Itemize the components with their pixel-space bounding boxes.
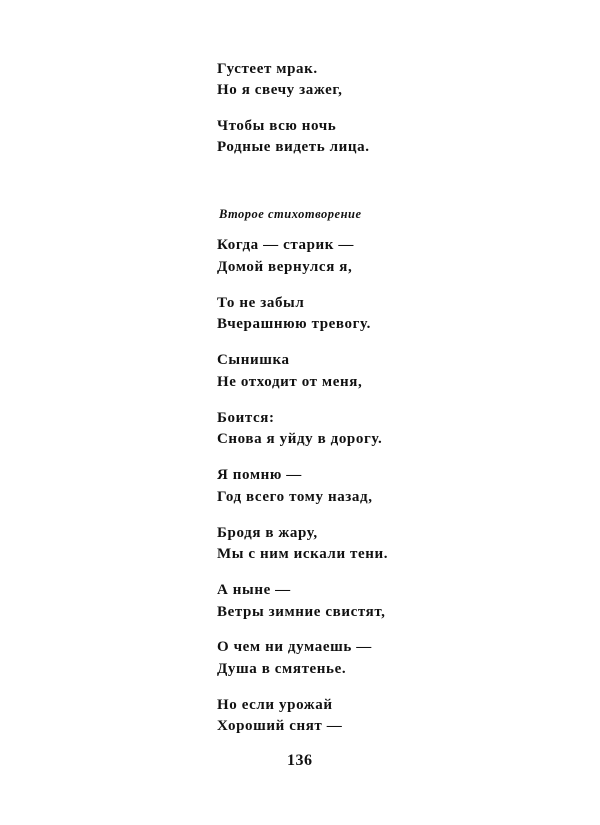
poem2-stanza6-line2: Мы с ним искали тени. [217,546,389,562]
poem2-heading: Второе стихотворение [219,207,362,221]
poem2-stanza2-line2: Вчерашнюю тревогу. [217,316,371,332]
page-number: 136 [287,752,313,769]
poem2-stanza5-line1: Я помню — [217,467,302,483]
poem1-stanza1-line2: Но я свечу зажег, [217,82,343,98]
poem2-stanza3-line1: Сынишка [217,352,290,368]
poem1-stanza2-line1: Чтобы всю ночь [217,118,337,134]
poem2-stanza8-line1: О чем ни думаешь — [217,639,372,655]
poem2-stanza5-line2: Год всего тому назад, [217,489,373,505]
poem2-stanza8-line2: Душа в смятенье. [217,661,347,677]
poem2-stanza1-line1: Когда — старик — [217,237,354,253]
poem2-stanza7-line1: А ныне — [217,582,291,598]
poem2-stanza6-line1: Бродя в жару, [217,525,318,541]
poem2-stanza4-line2: Снова я уйду в дорогу. [217,431,383,447]
poem2-stanza1-line2: Домой вернулся я, [217,259,353,275]
poem2-stanza3-line2: Не отходит от меня, [217,374,363,390]
poem2-stanza9-line2: Хороший снят — [217,718,343,734]
poem2-stanza7-line2: Ветры зимние свистят, [217,604,386,620]
poem2-stanza4-line1: Боится: [217,410,275,426]
poem2-stanza9-line1: Но если урожай [217,697,333,713]
poem2-stanza2-line1: То не забыл [217,295,305,311]
poem1-stanza1-line1: Густеет мрак. [217,61,318,77]
poem1-stanza2-line2: Родные видеть лица. [217,139,370,155]
